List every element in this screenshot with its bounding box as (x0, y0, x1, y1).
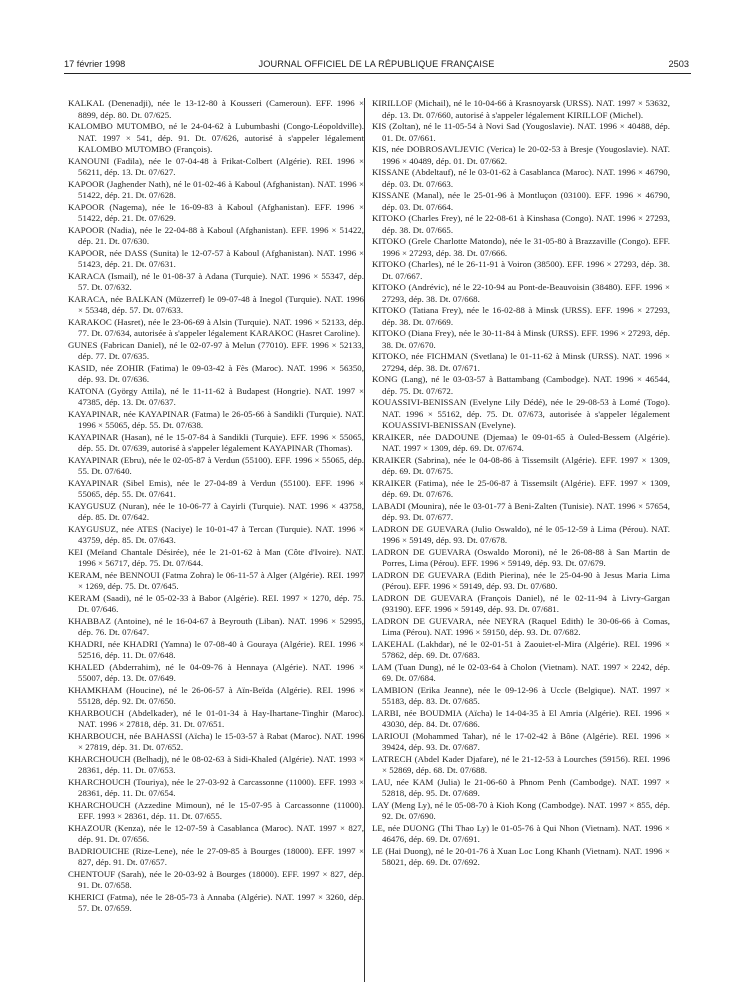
register-entry: KIRILLOF (Michail), né le 10-04-66 à Krasnoyarsk (URSS). NAT. 1997 × 53632, dép. 13. Dt. 07/660, autorisé à s'appeler légalement KIRILLOF (Michel). (372, 98, 670, 120)
register-entry: KIS (Zoltan), né le 11-05-54 à Novi Sad (Yougoslavie). NAT. 1996 × 40488, dép. 01. Dt. 07/661. (372, 121, 670, 143)
register-entry: KHADRI, née KHADRI (Yamna) le 07-08-40 à Gouraya (Algérie). REI. 1996 × 52516, dép. 11. Dt. 07/648. (68, 638, 364, 660)
register-entry: KHARBOUCH (Abdelkader), né le 01-01-34 à Hay-Ihartane-Tinghir (Maroc). NAT. 1996 × 27818, dép. 31. Dt. 07/651. (68, 707, 364, 729)
page-header (64, 58, 689, 74)
register-entry: LABADI (Mounira), née le 03-01-77 à Beni-Zalten (Tunisie). NAT. 1996 × 57654, dép. 93. Dt. 07/677. (372, 500, 670, 522)
register-entry: KERAM, née BENNOUI (Fatma Zohra) le 06-11-57 à Alger (Algérie). REI. 1997 × 1269, dép. 75. Dt. 07/645. (68, 569, 364, 591)
register-entry: LADRON DE GUEVARA (Oswaldo Moroni), né le 26-08-88 à San Martin de Porres, Lima (Pérou). EFF. 1996 × 59149, dép. 93. Dt. 07/679. (372, 546, 670, 568)
register-entry: KHAZOUR (Kenza), née le 12-07-59 à Casablanca (Maroc). NAT. 1997 × 827, dép. 91. Dt. 07/656. (68, 822, 364, 844)
register-entry: KAYAPINAR (Ebru), née le 02-05-87 à Verdun (55100). EFF. 1996 × 55065, dép. 55. Dt. 07/640. (68, 454, 364, 476)
register-entry: KHARCHOUCH (Belhadj), né le 08-02-63 à Sidi-Khaled (Algérie). NAT. 1993 × 28361, dép. 11. Dt. 07/653. (68, 753, 364, 775)
register-entry: KERAM (Saadi), né le 05-02-33 à Babor (Algérie). REI. 1997 × 1270, dép. 75. Dt. 07/646. (68, 592, 364, 614)
register-entry: KISSANE (Abdeltauf), né le 03-01-62 à Casablanca (Maroc). NAT. 1996 × 46790, dép. 03. Dt. 07/663. (372, 167, 670, 189)
register-entry: LARIOUI (Mohammed Tahar), né le 17-02-42 à Bône (Algérie). REI. 1996 × 39424, dép. 93. Dt. 07/687. (372, 730, 670, 752)
register-entry: KRAIKER (Fatima), née le 25-06-87 à Tissemsilt (Algérie). EFF. 1997 × 1309, dép. 69. Dt. 07/676. (372, 477, 670, 499)
register-entry: KRAIKER (Sabrina), née le 04-08-86 à Tissemsilt (Algérie). EFF. 1997 × 1309, dép. 69. Dt. 07/675. (372, 454, 670, 476)
register-entry: KITOKO (Grele Charlotte Matondo), née le 31-05-80 à Brazzaville (Congo). EFF. 1996 × 27293, dép. 38. Dt. 07/666. (372, 236, 670, 258)
register-entry: KAPOOR (Nagema), née le 16-09-83 à Kaboul (Afghanistan). EFF. 1996 × 51422, dép. 21. Dt. 07/629. (68, 201, 364, 223)
register-entry: KITOKO (Charles Frey), né le 22-08-61 à Kinshasa (Congo). NAT. 1996 × 27293, dép. 38. Dt. 07/665. (372, 213, 670, 235)
register-entry: KEI (Meïand Chantale Désirée), née le 21-01-62 à Man (Côte d'Ivoire). NAT. 1996 × 56717, dép. 75. Dt. 07/644. (68, 546, 364, 568)
register-entry: KAYAPINAR (Hasan), né le 15-07-84 à Sandikli (Turquie). EFF. 1996 × 55065, dép. 55. Dt. 07/639, autorisé à s'appeler légalement KAYAPINAR (Thomas). (68, 431, 364, 453)
register-entry: KITOKO (Diana Frey), née le 30-11-84 à Minsk (URSS). EFF. 1996 × 27293, dép. 38. Dt. 07/670. (372, 328, 670, 350)
register-entry: BADRIOUICHE (Rize-Lene), née le 27-09-85 à Bourges (18000). EFF. 1997 × 827, dép. 91. Dt. 07/657. (68, 845, 364, 867)
register-entry: LAU, née KAM (Julia) le 21-06-60 à Phnom Penh (Cambodge). NAT. 1997 × 52818, dép. 95. Dt. 07/689. (372, 776, 670, 798)
register-entry: KARAKOC (Hasret), née le 23-06-69 à Alsin (Turquie). NAT. 1996 × 52133, dép. 77. Dt. 07/634, autorisée à s'appeler légalement KARAKOC (Hasret Caroline). (68, 316, 364, 338)
register-entry: LATRECH (Abdel Kader Djafare), né le 21-12-53 à Lourches (59156). REI. 1996 × 52869, dép. 68. Dt. 07/688. (372, 753, 670, 775)
register-entry: LE (Hai Duong), né le 20-01-76 à Xuan Loc Long Khanh (Vietnam). NAT. 1996 × 58021, dép. 69. Dt. 07/692. (372, 845, 670, 867)
register-entry: KARACA, née BALKAN (Müzerref) le 09-07-48 à Inegol (Turquie). NAT. 1996 × 55348, dép. 57. Dt. 07/633. (68, 293, 364, 315)
register-entry: KALKAL (Denenadji), née le 13-12-80 à Kousseri (Cameroun). EFF. 1996 × 8899, dép. 80. Dt. 07/625. (68, 98, 364, 120)
register-entry: KATONA (György Attila), né le 11-11-62 à Budapest (Hongrie). NAT. 1997 × 47385, dép. 13. Dt. 07/637. (68, 385, 364, 407)
register-entry: KITOKO (Charles), né le 26-11-91 à Voiron (38500). EFF. 1996 × 27293, dép. 38. Dt. 07/667. (372, 259, 670, 281)
page-number: 2503 (668, 59, 689, 69)
register-entry: KITOKO, née FICHMAN (Svetlana) le 01-11-62 à Minsk (URSS). NAT. 1996 × 27294, dép. 38. Dt. 07/671. (372, 351, 670, 373)
right-column (372, 98, 670, 869)
register-entry: KAPOOR (Nadia), née le 22-04-88 à Kaboul (Afghanistan). EFF. 1996 × 51422, dép. 21. Dt. 07/630. (68, 224, 364, 246)
column-divider (364, 98, 365, 982)
register-entry: KHARBOUCH, née BAHASSI (Aïcha) le 15-03-57 à Rabat (Maroc). NAT. 1996 × 27819, dép. 31. Dt. 07/652. (68, 730, 364, 752)
register-entry: KAYGUSUZ, née ATES (Naciye) le 10-01-47 à Tercan (Turquie). NAT. 1996 × 43759, dép. 85. Dt. 07/643. (68, 523, 364, 545)
register-entry: KAPOOR, née DASS (Sunita) le 12-07-57 à Kaboul (Afghanistan). NAT. 1996 × 51423, dép. 21. Dt. 07/631. (68, 247, 364, 269)
register-entry: KISSANE (Manal), née le 25-01-96 à Montluçon (03100). EFF. 1996 × 46790, dép. 03. Dt. 07/664. (372, 190, 670, 212)
register-entry: KHARCHOUCH (Azzedine Mimoun), né le 15-07-95 à Carcassonne (11000). EFF. 1993 × 28361, dép. 11. Dt. 07/655. (68, 799, 364, 821)
register-entry: KAYAPINAR (Sibel Emis), née le 27-04-89 à Verdun (55100). EFF. 1996 × 55065, dép. 55. Dt. 07/641. (68, 477, 364, 499)
register-entry: LADRON DE GUEVARA, née NEYRA (Raquel Edith) le 30-06-66 à Comas, Lima (Pérou). NAT. 1996 × 59150, dép. 93. Dt. 07/682. (372, 615, 670, 637)
register-entry: KANOUNI (Fadila), née le 07-04-48 à Frikat-Colbert (Algérie). REI. 1996 × 56211, dép. 13. Dt. 07/627. (68, 155, 364, 177)
register-entry: LARBI, née BOUDMIA (Aïcha) le 14-04-35 à El Amria (Algérie). REI. 1996 × 43030, dép. 84. Dt. 07/686. (372, 707, 670, 729)
register-entry: KASID, née ZOHIR (Fatima) le 09-03-42 à Fès (Maroc). NAT. 1996 × 56350, dép. 93. Dt. 07/636. (68, 362, 364, 384)
register-entry: KOUASSIVI-BENISSAN (Evelyne Lily Dédé), née le 29-08-53 à Lomé (Togo). NAT. 1996 × 55162, dép. 75. Dt. 07/673, autorisée à s'appeler légalement KOUASSIVI-BENISSAN (Evelyne). (372, 397, 670, 430)
register-entry: GUNES (Fabrican Daniel), né le 02-07-97 à Melun (77010). EFF. 1996 × 52133, dép. 77. Dt. 07/635. (68, 339, 364, 361)
left-column (68, 98, 364, 915)
register-entry: KHARCHOUCH (Touriya), née le 27-03-92 à Carcassonne (11000). EFF. 1993 × 28361, dép. 11. Dt. 07/654. (68, 776, 364, 798)
register-entry: KAPOOR (Jaghender Nath), né le 01-02-46 à Kaboul (Afghanistan). NAT. 1996 × 51422, dép. 21. Dt. 07/628. (68, 178, 364, 200)
register-entry: KONG (Lang), né le 03-03-57 à Battambang (Cambodge). NAT. 1996 × 46544, dép. 75. Dt. 07/672. (372, 374, 670, 396)
register-entry: KAYAPINAR, née KAYAPINAR (Fatma) le 26-05-66 à Sandikli (Turquie). NAT. 1996 × 55065, dép. 55. Dt. 07/638. (68, 408, 364, 430)
journal-title: JOURNAL OFFICIEL DE LA RÉPUBLIQUE FRANÇAISE (258, 59, 495, 69)
register-entry: KHALED (Abderrahim), né le 04-09-76 à Hennaya (Algérie). NAT. 1996 × 55007, dép. 13. Dt. 07/649. (68, 661, 364, 683)
register-entry: CHENTOUF (Sarah), née le 20-03-92 à Bourges (18000). EFF. 1997 × 827, dép. 91. Dt. 07/658. (68, 868, 364, 890)
register-entry: KRAIKER, née DADOUNE (Djemaa) le 09-01-65 à Ouled-Bessem (Algérie). NAT. 1997 × 1309, dép. 69. Dt. 07/674. (372, 431, 670, 453)
register-entry: KITOKO (Tatiana Frey), née le 16-02-88 à Minsk (URSS). EFF. 1996 × 27293, dép. 38. Dt. 07/669. (372, 305, 670, 327)
register-entry: LADRON DE GUEVARA (Julio Oswaldo), né le 05-12-59 à Lima (Pérou). NAT. 1996 × 59149, dép. 93. Dt. 07/678. (372, 523, 670, 545)
register-entry: LAM (Tuan Dung), né le 02-03-64 à Cholon (Vietnam). NAT. 1997 × 2242, dép. 69. Dt. 07/684. (372, 661, 670, 683)
register-entry: KAYGUSUZ (Nuran), née le 10-06-77 à Cayirli (Turquie). NAT. 1996 × 43758, dép. 85. Dt. 07/642. (68, 500, 364, 522)
register-entry: LE, née DUONG (Thi Thao Ly) le 01-05-76 à Qui Nhon (Vietnam). NAT. 1996 × 46476, dép. 69. Dt. 07/691. (372, 822, 670, 844)
register-entry: LAY (Meng Ly), né le 05-08-70 à Kioh Kong (Cambodge). NAT. 1997 × 855, dép. 92. Dt. 07/690. (372, 799, 670, 821)
register-entry: LAMBION (Erika Jeanne), née le 09-12-96 à Uccle (Belgique). NAT. 1997 × 55183, dép. 83. Dt. 07/685. (372, 684, 670, 706)
header-date: 17 février 1998 (64, 59, 126, 69)
register-entry: KALOMBO MUTOMBO, né le 24-04-62 à Lubumbashi (Congo-Léopoldville). NAT. 1997 × 541, dép. 91. Dt. 07/626, autorisé à s'appeler légalement KALOMBO MUTOMBO (François). (68, 121, 364, 154)
register-entry: KIS, née DOBROSAVLJEVIC (Verica) le 20-02-53 à Bresje (Yougoslavie). NAT. 1996 × 40489, dép. 01. Dt. 07/662. (372, 144, 670, 166)
register-entry: LAKEHAL (Lakhdar), né le 02-01-51 à Zaouiet-el-Mira (Algérie). REI. 1996 × 57862, dép. 69. Dt. 07/683. (372, 638, 670, 660)
register-entry: KHAMKHAM (Houcine), né le 26-06-57 à Aïn-Beïda (Algérie). REI. 1996 × 55128, dép. 92. Dt. 07/650. (68, 684, 364, 706)
register-entry: LADRON DE GUEVARA (François Daniel), né le 02-11-94 à Livry-Gargan (93190). EFF. 1996 × 59149, dép. 93. Dt. 07/681. (372, 592, 670, 614)
register-entry: KHABBAZ (Antoine), né le 16-04-67 à Beyrouth (Liban). NAT. 1996 × 52995, dép. 76. Dt. 07/647. (68, 615, 364, 637)
register-entry: LADRON DE GUEVARA (Edith Pierina), née le 25-04-90 à Jesus Maria Lima (Pérou). EFF. 1996 × 59149, dép. 93. Dt. 07/680. (372, 569, 670, 591)
register-entry: KITOKO (Andrévic), né le 22-10-94 au Pont-de-Beauvoisin (38480). EFF. 1996 × 27293, dép. 38. Dt. 07/668. (372, 282, 670, 304)
register-entry: KHERICI (Fatma), née le 28-05-73 à Annaba (Algérie). NAT. 1997 × 3260, dép. 57. Dt. 07/659. (68, 891, 364, 913)
register-entry: KARACA (Ismail), né le 01-08-37 à Adana (Turquie). NAT. 1996 × 55347, dép. 57. Dt. 07/632. (68, 270, 364, 292)
header-rule (64, 73, 691, 74)
